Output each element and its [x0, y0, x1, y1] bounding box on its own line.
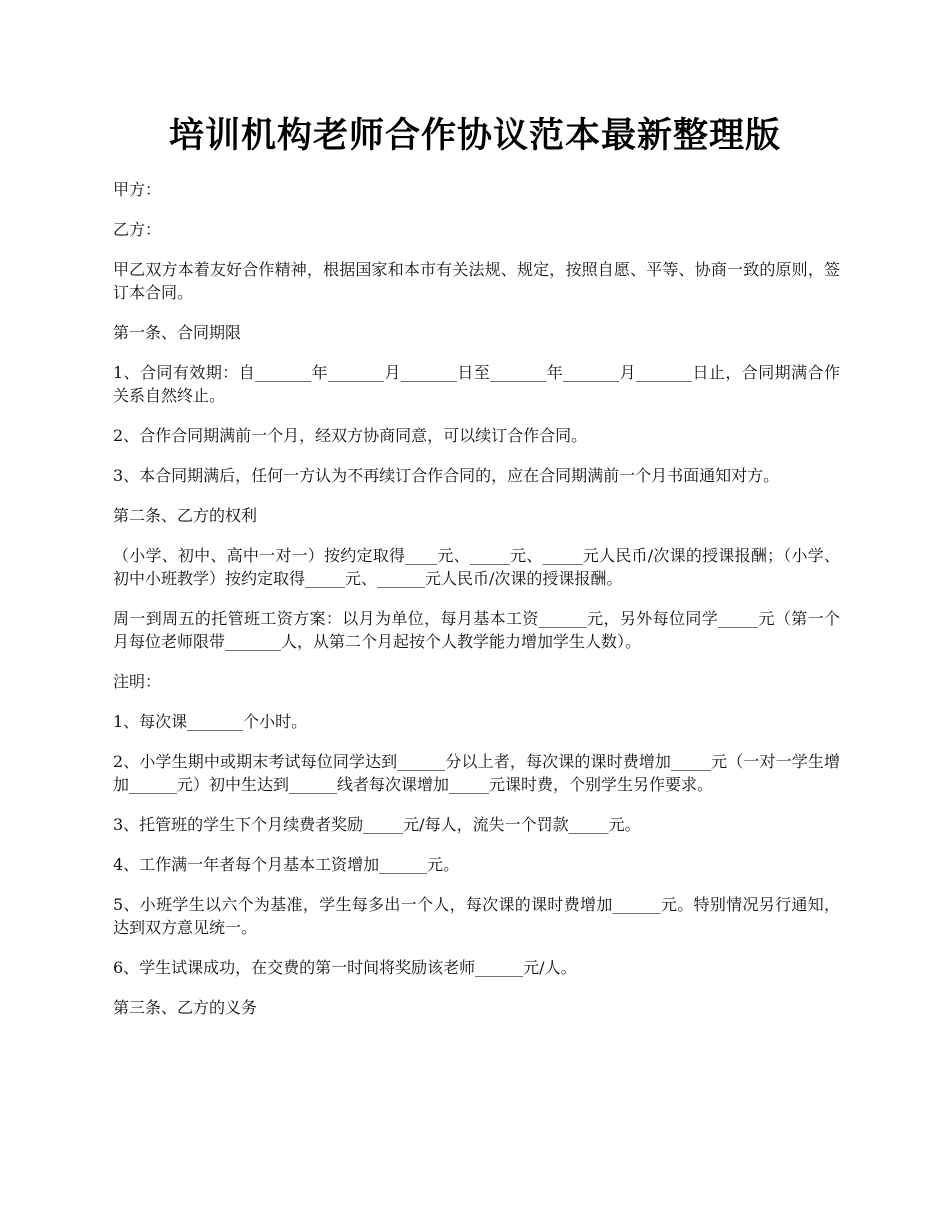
notes-heading: 注明： [113, 672, 162, 691]
section-heading-term: 第一条、合同期限 [113, 323, 242, 342]
section-heading-rights: 第二条、乙方的权利 [113, 506, 258, 525]
term-clause-3: 3、本合同期满后，任何一方认为不再续订合作合同的，应在合同期满前一个月书面通知对方。 [113, 466, 780, 485]
note-item-5: 5、小班学生以六个为基准，学生每多出一个人，每次课的课时费增加______元。特别情况另行通知，达到双方意见统一。 [113, 895, 840, 937]
rights-remuneration-paragraph: （小学、初中、高中一对一）按约定取得____元、_____元、_____元人民币/次课的授课报酬；（小学、初中小班教学）按约定取得_____元、______元人民币/次课的授课报酬。 [113, 546, 840, 588]
note-item-2: 2、小学生期中或期末考试每位同学达到______分以上者，每次课的课时费增加_____元（一对一学生增加______元）初中生达到______线者每次课增加_____元课时费，个别学生另作要求。 [113, 752, 840, 794]
note-item-4: 4、工作满一年者每个月基本工资增加______元。 [113, 855, 460, 874]
document-body [113, 178, 840, 1036]
term-clause-2: 2、合作合同期满前一个月，经双方协商同意，可以续订合作合同。 [113, 426, 588, 445]
party-b-line: 乙方： [113, 220, 162, 239]
term-clause-1: 1、合同有效期：自_______年_______月_______日至_______年_______月_______日止，合同期满合作关系自然终止。 [113, 363, 840, 405]
note-item-3: 3、托管班的学生下个月续费者奖励_____元/每人，流失一个罚款_____元。 [113, 815, 641, 834]
note-item-6: 6、学生试课成功，在交费的第一时间将奖励该老师______元/人。 [113, 958, 577, 977]
preamble-paragraph: 甲乙双方本着友好合作精神，根据国家和本市有关法规、规定，按照自愿、平等、协商一致的原则，签订本合同。 [113, 260, 840, 302]
section-heading-obligations: 第三条、乙方的义务 [113, 998, 258, 1017]
document-title: 培训机构老师合作协议范本最新整理版 [168, 115, 781, 156]
party-a-line: 甲方： [113, 180, 162, 199]
rights-daycare-salary-paragraph: 周一到周五的托管班工资方案：以月为单位，每月基本工资______元，另外每位同学_____元（第一个月每位老师限带_______人，从第二个月起按个人教学能力增加学生人数）。 [113, 609, 840, 651]
note-item-1: 1、每次课_______个小时。 [113, 712, 308, 731]
